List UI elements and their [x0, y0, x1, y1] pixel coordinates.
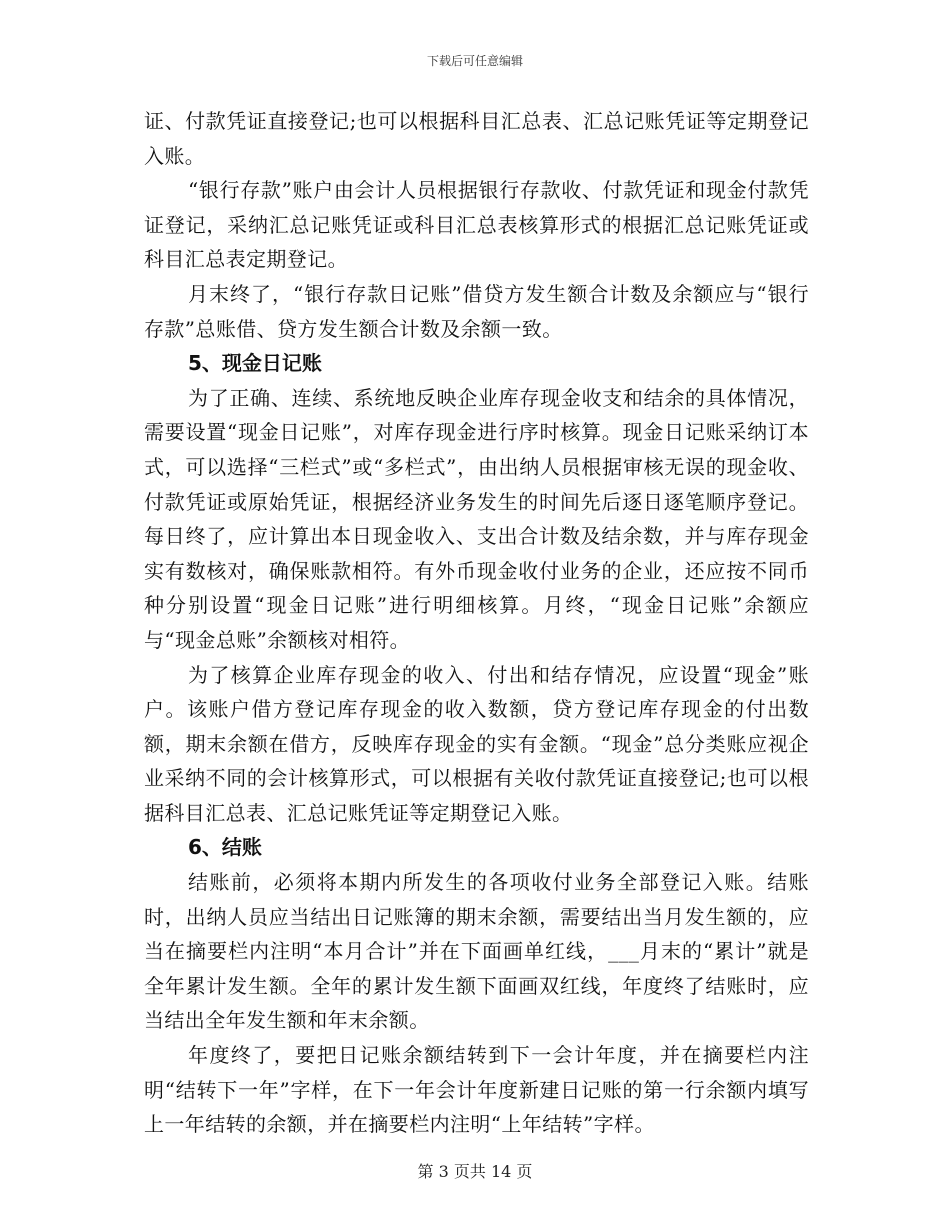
paragraph-1: 证、付款凭证直接登记;也可以根据科目汇总表、汇总记账凭证等定期登记入账。 [144, 109, 809, 168]
paragraph-6: 结账前，必须将本期内所发生的各项收付业务全部登记入账。结账时，出纳人员应当结出日记账簿的期末余额，需要结出当月发生额的，应当在摘要栏内注明“本月合计”并在下面画单红线，___月末的“累计”就是全年累计发生额。全年的累计发生额下面画双红线，年度终了结账时，应当结出全年发生额和年末余额。 [144, 870, 809, 1033]
header-note: 下载后可任意编辑 [426, 54, 523, 68]
paragraph-7: 年度终了，要把日记账余额结转到下一会计年度，并在摘要栏内注明“结转下一年”字样，在下一年会计年度新建日记账的第一行余额内填写上一年结转的余额，并在摘要栏内注明“上年结转”字样。 [144, 1043, 809, 1137]
section-heading-5: 5、现金日记账 [188, 351, 322, 376]
paragraph-4: 为了正确、连续、系统地反映企业库存现金收支和结余的具体情况，需要设置“现金日记账”，对库存现金进行序时核算。现金日记账采纳订本式，可以选择“三栏式”或“多栏式”，由出纳人员根据审核无误的现金收、付款凭证或原始凭证，根据经济业务发生的时间先后逐日逐笔顺序登记。每日终了，应计算出本日现金收入、支出合计数及结余数，并与库存现金实有数核对，确保账款相符。有外币现金收付业务的企业，还应按不同币种分别设置“现金日记账”进行明细核算。月终，“现金日记账”余额应与“现金总账”余额核对相符。 [144, 385, 809, 652]
document-body [144, 104, 809, 1142]
paragraph-2: “银行存款”账户由会计人员根据银行存款收、付款凭证和现金付款凭证登记，采纳汇总记账凭证或科目汇总表核算形式的根据汇总记账凭证或科目汇总表定期登记。 [144, 178, 809, 272]
page-number-footer: 第 3 页共 14 页 [417, 1162, 533, 1181]
section-heading-6: 6、结账 [188, 835, 262, 860]
paragraph-5: 为了核算企业库存现金的收入、付出和结存情况，应设置“现金”账户。该账户借方登记库存现金的收入数额，贷方登记库存现金的付出数额，期末余额在借方，反映库存现金的实有金额。“现金”总分类账应视企业采纳不同的会计核算形式，可以根据有关收付款凭证直接登记;也可以根据科目汇总表、汇总记账凭证等定期登记入账。 [144, 662, 809, 825]
paragraph-3: 月末终了，“银行存款日记账”借贷方发生额合计数及余额应与“银行存款”总账借、贷方发生额合计数及余额一致。 [144, 281, 809, 341]
